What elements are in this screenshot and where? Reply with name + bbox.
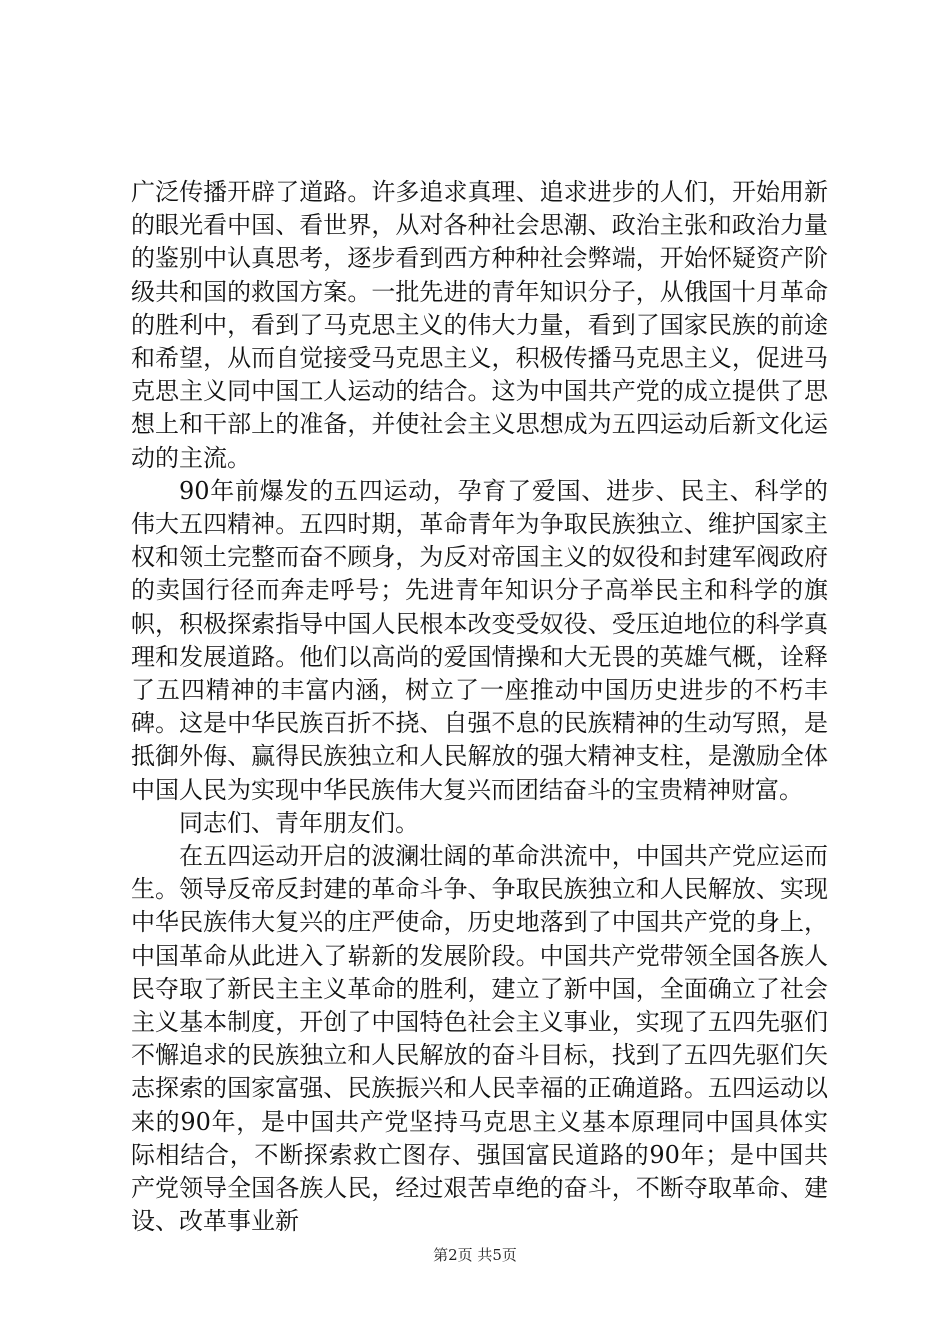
page-number-footer: 第2页 共5页 (433, 1246, 517, 1264)
document-body (131, 176, 828, 1239)
paragraph-4: 在五四运动开启的波澜壮阔的革命洪流中，中国共产党应运而生。领导反帝反封建的革命斗争、争取民族独立和人民解放、实现中华民族伟大复兴的庄严使命，历史地落到了中国共产党的身上，中国革命从此进入了崭新的发展阶段。中国共产党带领全国各族人民夺取了新民主主义革命的胜利，建立了新中国，全面确立了社会主义基本制度，开创了中国特色社会主义事业，实现了五四先驱们不懈追求的民族独立和人民解放的奋斗目标，找到了五四先驱们矢志探索的国家富强、民族振兴和人民幸福的正确道路。五四运动以来的90年，是中国共产党坚持马克思主义基本原理同中国具体实际相结合，不断探索救亡图存、强国富民道路的90年；是中国共产党领导全国各族人民，经过艰苦卓绝的奋斗，不断夺取革命、建设、改革事业新 (131, 842, 828, 1236)
paragraph-1: 广泛传播开辟了道路。许多追求真理、追求进步的人们，开始用新的眼光看中国、看世界，从对各种社会思潮、政治主张和政治力量的鉴别中认真思考，逐步看到西方种种社会弊端，开始怀疑资产阶级共和国的救国方案。一批先进的青年知识分子，从俄国十月革命的胜利中，看到了马克思主义的伟大力量，看到了国家民族的前途和希望，从而自觉接受马克思主义，积极传播马克思主义，促进马克思主义同中国工人运动的结合。这为中国共产党的成立提供了思想上和干部上的准备，并使社会主义思想成为五四运动后新文化运动的主流。 (131, 178, 828, 472)
paragraph-3: 同志们、青年朋友们。 (179, 808, 419, 837)
paragraph-2: 90年前爆发的五四运动，孕育了爱国、进步、民主、科学的伟大五四精神。五四时期，革命青年为争取民族独立、维护国家主权和领土完整而奋不顾身，为反对帝国主义的奴役和封建军阀政府的卖国行径而奔走呼号；先进青年知识分子高举民主和科学的旗帜，积极探索指导中国人民根本改变受奴役、受压迫地位的科学真理和发展道路。他们以高尚的爱国情操和大无畏的英雄气概，诠释了五四精神的丰富内涵，树立了一座推动中国历史进步的不朽丰碑。这是中华民族百折不挠、自强不息的民族精神的生动写照，是抵御外侮、赢得民族独立和人民解放的强大精神支柱，是激励全体中国人民为实现中华民族伟大复兴而团结奋斗的宝贵精神财富。 (131, 476, 828, 804)
